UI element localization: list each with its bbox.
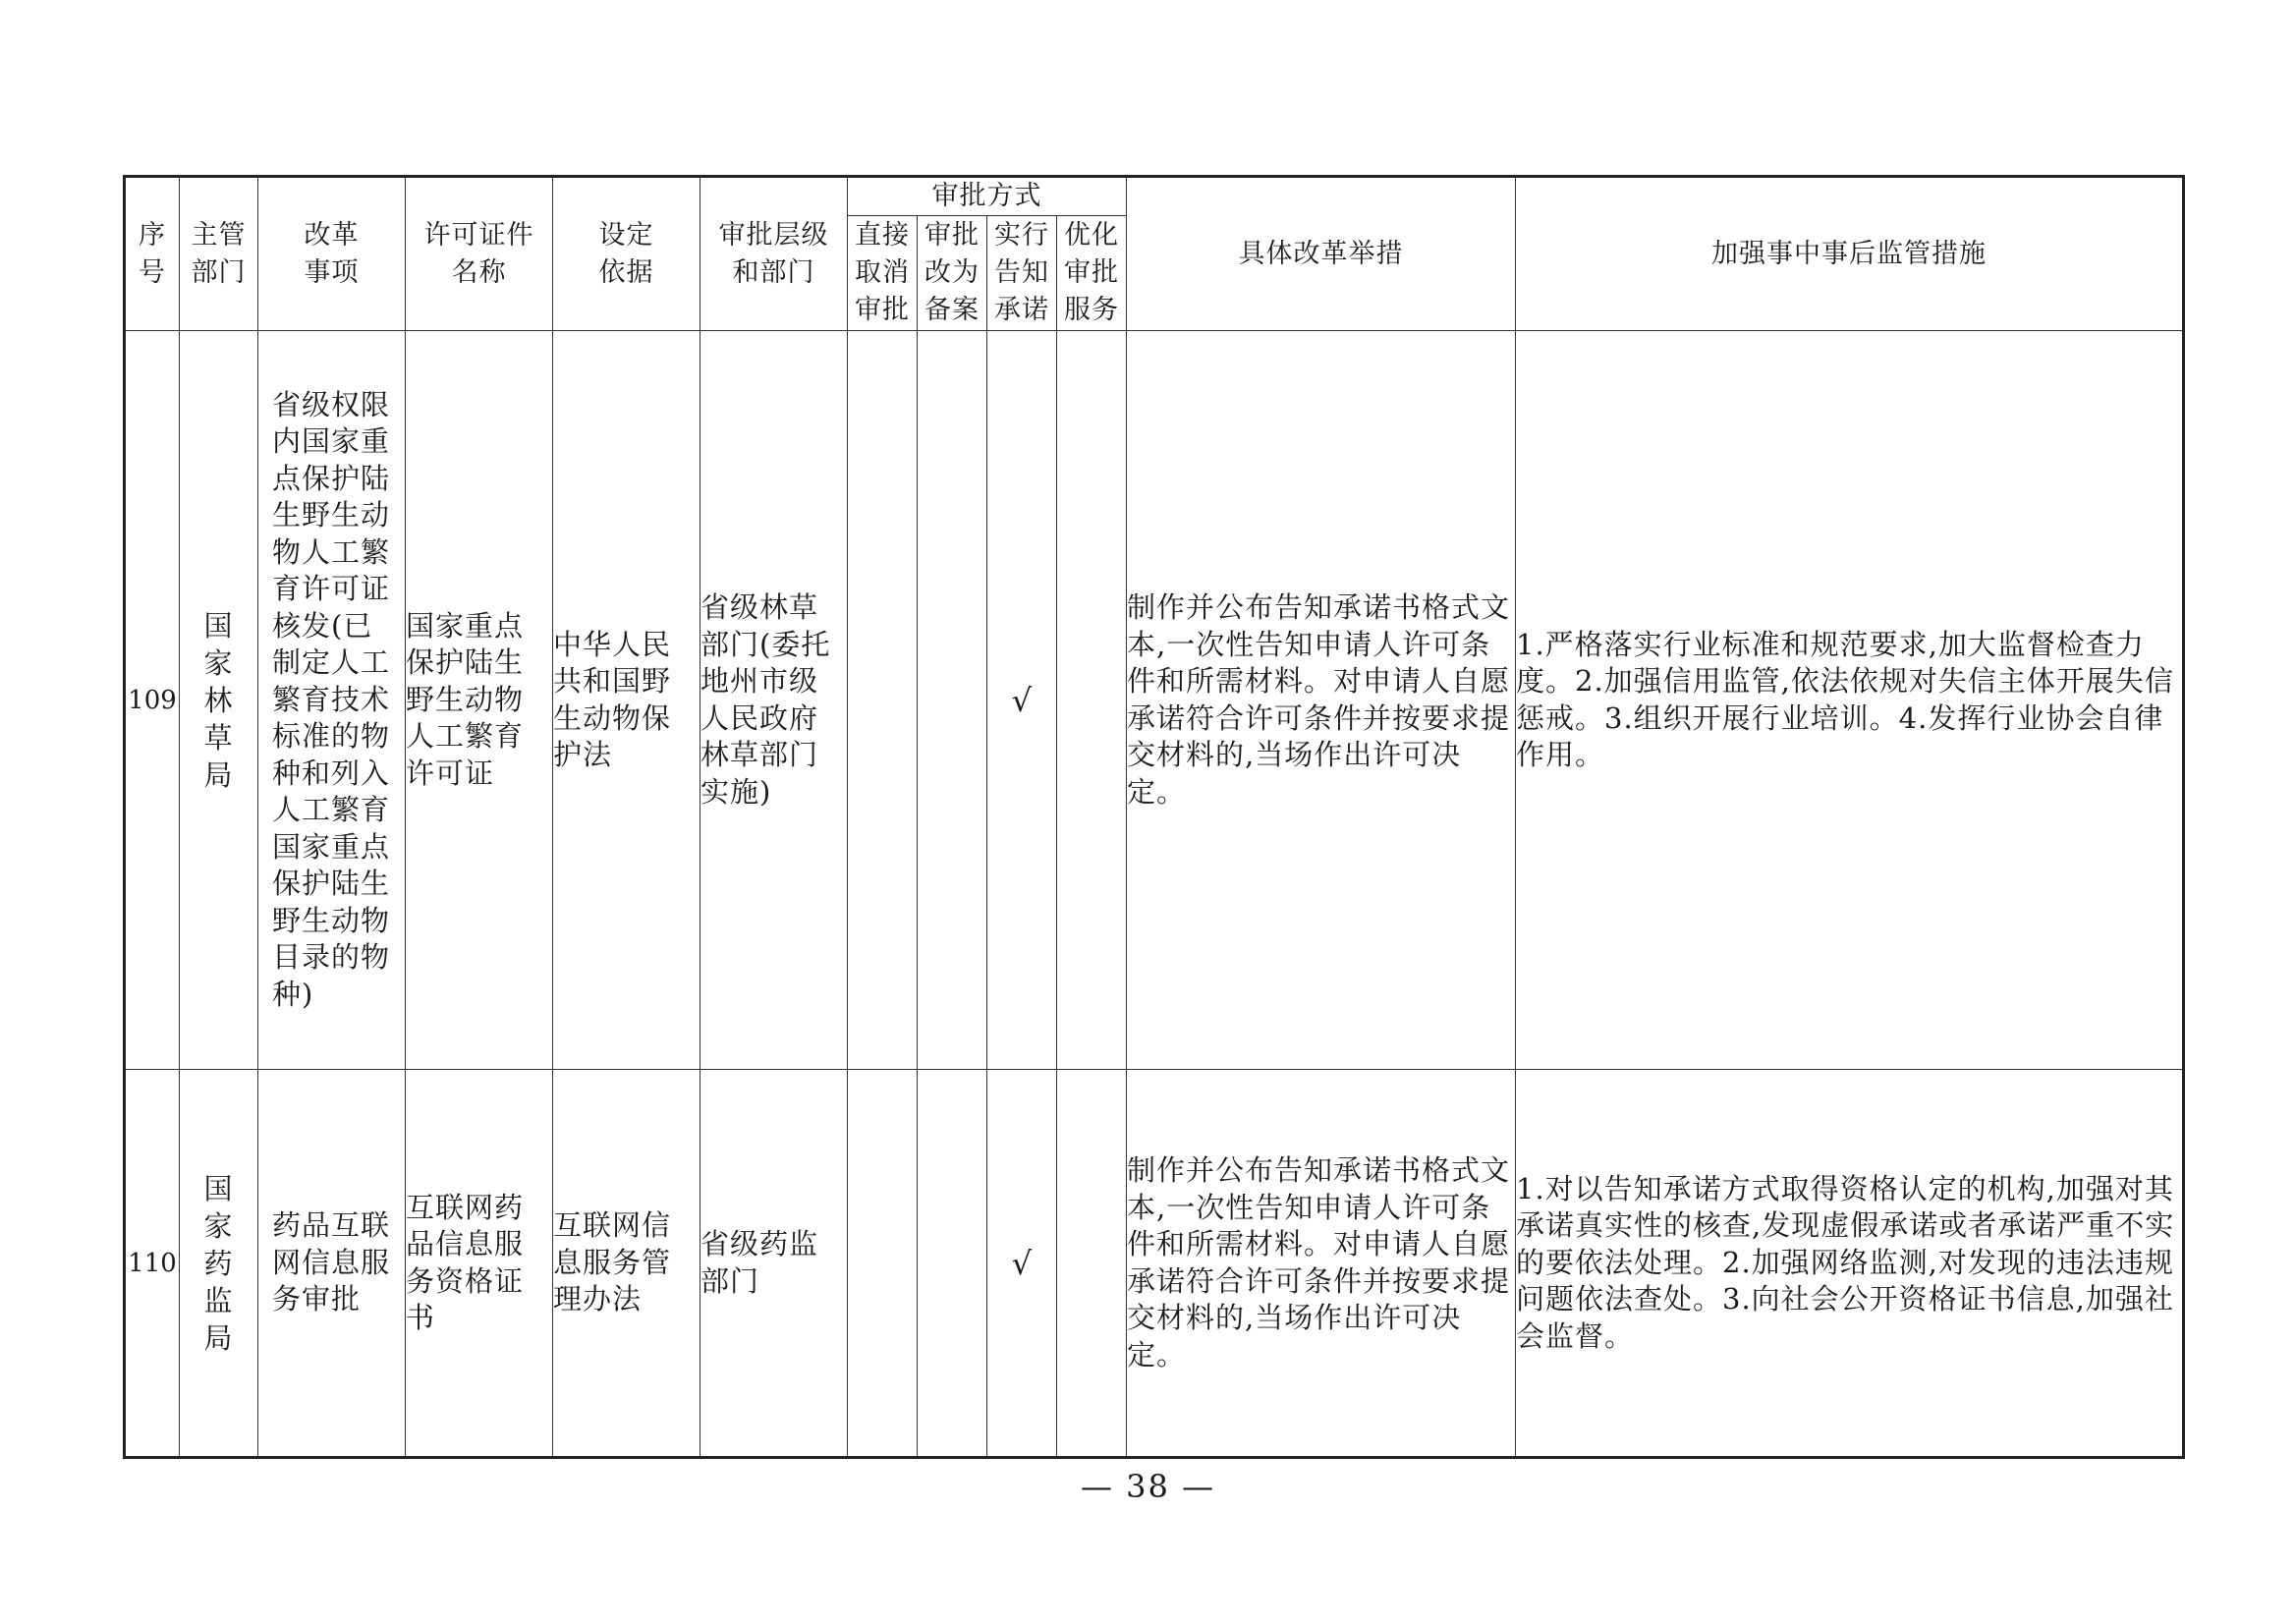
row-seq: 109 xyxy=(125,331,180,1070)
header-level: 审批层级和部门 xyxy=(700,177,848,331)
header-license: 许可证件名称 xyxy=(406,177,553,331)
header-notify-commit: 实行告知承诺 xyxy=(987,216,1057,331)
row-basis: 互联网信息服务管理办法 xyxy=(553,1070,700,1458)
row-seq: 110 xyxy=(125,1070,180,1458)
header-seq: 序号 xyxy=(125,177,180,331)
table-row xyxy=(125,1070,2184,1458)
row-license: 互联网药品信息服务资格证书 xyxy=(406,1070,553,1458)
header-measures: 具体改革举措 xyxy=(1127,177,1516,331)
row-mark-direct-cancel xyxy=(848,1070,918,1458)
row-dept: 国家药监局 xyxy=(180,1070,258,1458)
row-basis: 中华人民共和国野生动物保护法 xyxy=(553,331,700,1070)
table-row xyxy=(125,331,2184,1070)
row-item: 省级权限内国家重点保护陆生野生动物人工繁育许可证核发(已制定人工繁育技术标准的物种和列入人工繁育国家重点保护陆生野生动物目录的物种) xyxy=(258,331,406,1070)
row-supervision: 1.对以告知承诺方式取得资格认定的机构,加强对其承诺真实性的核查,发现虚假承诺或者承诺严重不实的要依法处理。2.加强网络监测,对发现的违法违规问题依法查处。3.向社会公开资格证书信息,加强社会监督。 xyxy=(1516,1070,2184,1458)
page-number: — 38 — xyxy=(1080,1468,1216,1505)
row-mark-optimize-service xyxy=(1057,331,1127,1070)
header-row-1 xyxy=(125,177,2184,216)
row-item: 药品互联网信息服务审批 xyxy=(258,1070,406,1458)
row-supervision: 1.严格落实行业标准和规范要求,加大监督检查力度。2.加强信用监管,依法依规对失信主体开展失信惩戒。3.组织开展行业培训。4.发挥行业协会自律作用。 xyxy=(1516,331,2184,1070)
header-to-filing: 审批改为备案 xyxy=(918,216,987,331)
header-direct-cancel: 直接取消审批 xyxy=(848,216,918,331)
header-dept: 主管部门 xyxy=(180,177,258,331)
row-mark-direct-cancel xyxy=(848,331,918,1070)
row-measures: 制作并公布告知承诺书格式文本,一次性告知申请人许可条件和所需材料。对申请人自愿承诺符合许可条件并按要求提交材料的,当场作出许可决定。 xyxy=(1127,331,1516,1070)
row-mark-notify-commit: √ xyxy=(987,1070,1057,1458)
row-mark-to-filing xyxy=(918,1070,987,1458)
header-basis: 设定依据 xyxy=(553,177,700,331)
reform-table xyxy=(123,175,2185,1459)
row-license: 国家重点保护陆生野生动物人工繁育许可证 xyxy=(406,331,553,1070)
header-supervision: 加强事中事后监管措施 xyxy=(1516,177,2184,331)
row-dept: 国家林草局 xyxy=(180,331,258,1070)
header-approval-method: 审批方式 xyxy=(848,177,1127,216)
row-level: 省级林草部门(委托地州市级人民政府林草部门实施) xyxy=(700,331,848,1070)
row-mark-optimize-service xyxy=(1057,1070,1127,1458)
header-item: 改革事项 xyxy=(258,177,406,331)
row-mark-notify-commit: √ xyxy=(987,331,1057,1070)
row-mark-to-filing xyxy=(918,331,987,1070)
row-measures: 制作并公布告知承诺书格式文本,一次性告知申请人许可条件和所需材料。对申请人自愿承诺符合许可条件并按要求提交材料的,当场作出许可决定。 xyxy=(1127,1070,1516,1458)
row-level: 省级药监部门 xyxy=(700,1070,848,1458)
header-optimize-service: 优化审批服务 xyxy=(1057,216,1127,331)
